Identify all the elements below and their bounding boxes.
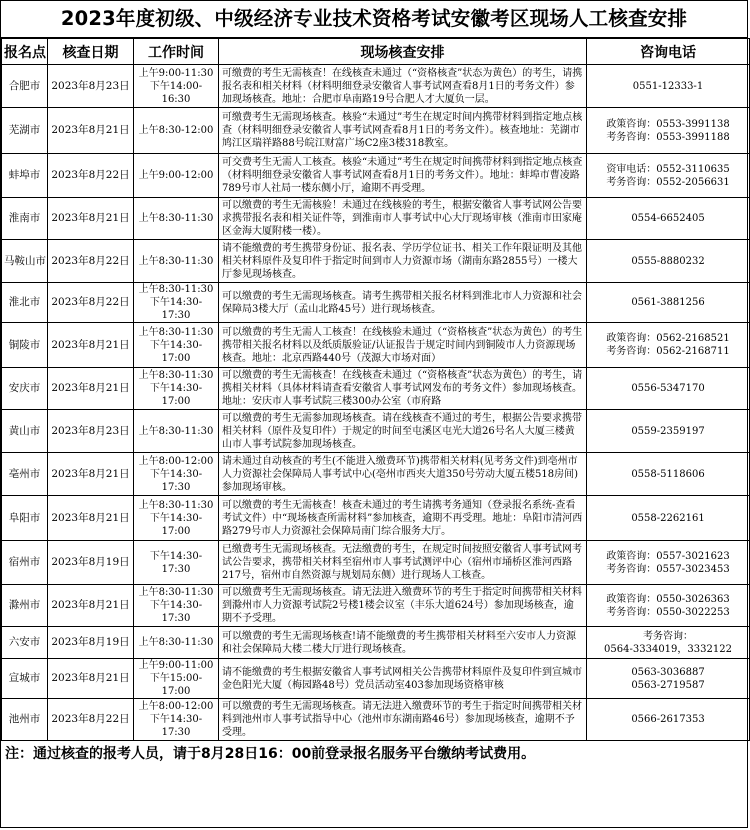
time-cell: 上午8:00-12:00 下午14:30-17:30 <box>134 453 219 496</box>
time-cell: 上午8:30-11:30 下午14:30-17:00 <box>134 496 219 541</box>
table-row <box>2 410 750 453</box>
table-row <box>2 659 750 699</box>
time-cell: 下午14:30- 17:30 <box>134 541 219 585</box>
city-cell: 滁州市 <box>2 585 48 627</box>
city-cell: 淮南市 <box>2 198 48 240</box>
city-cell: 宣城市 <box>2 659 48 699</box>
city-cell: 黄山市 <box>2 410 48 453</box>
table-row <box>2 108 750 154</box>
date-cell: 2023年8月21日 <box>48 368 134 410</box>
time-cell: 上午8:00-12:00 下午14:30-17:30 <box>134 699 219 741</box>
arrangement-cell: 可以缴费的考生无需现场核查。请考生携带相关报名材料到淮北市人力资源和社会保障局3楼大厅（孟山北路45号）进行现场核查。 <box>219 283 587 323</box>
arrangement-cell: 可缴费考生无需现场核查。核验“未通过”考生在规定时间内携带材料到指定地点核查（材料明细登录安徽省人事考试网查看8月1日的考务文件）。核查地址：芜湖市鸠江区瑞祥路88号皖江财富广场C2座3楼318教室。 <box>219 108 587 154</box>
arrangement-cell: 可以缴费的考生无需人工核查！在线核验未通过（“资格核查”状态为黄色）的考生携带相关报名材料以及纸质版验证/认证报告于规定时间内到铜陵市人力资源现场核查。地址：北京西路440号（茂源大市场对面） <box>219 323 587 368</box>
table-row <box>2 541 750 585</box>
time-cell: 上午8:30-12:00 <box>134 108 219 154</box>
date-cell: 2023年8月22日 <box>48 283 134 323</box>
time-cell: 上午8:30-11:30 <box>134 240 219 283</box>
table-row <box>2 368 750 410</box>
arrangement-cell: 请不能缴费的考生根据安徽省人事考试网相关公告携带材料原件及复印件到宣城市金色阳光大厦（梅园路48号）党员活动室403参加现场资格审核 <box>219 659 587 699</box>
phone-cell: 0555-8880232 <box>587 240 750 283</box>
table-row <box>2 453 750 496</box>
city-cell: 合肥市 <box>2 65 48 108</box>
date-cell: 2023年8月22日 <box>48 240 134 283</box>
arrangement-cell: 可以缴费的考生无需核验！未通过在线核验的考生，根据安徽省人事考试网公告要求携带报名表和相关证件等，到淮南市人事考试中心大厅现场审核（淮南市田家庵区金海大厦附楼一楼）。 <box>219 198 587 240</box>
time-cell: 上午8:30-11:30 下午14:30-17:30 <box>134 283 219 323</box>
city-cell: 阜阳市 <box>2 496 48 541</box>
city-cell: 安庆市 <box>2 368 48 410</box>
arrangement-cell: 可以缴费考生无需现场核查。请无法进入缴费环节的考生于指定时间携带相关材料到滁州市人力资源考试院2号楼1楼会议室（丰乐大道624号）参加现场核查，逾期不予受理。 <box>219 585 587 627</box>
table-row <box>2 699 750 741</box>
arrangement-cell: 可以缴费的考生无需现场核查!请不能缴费的考生携带相关材料至六安市人力资源和社会保障局大楼二楼大厅进行现场核查。 <box>219 627 587 659</box>
arrangement-cell: 可以缴费的考生无需现场核查。请无法进入缴费环节的考生于指定时间携带相关材料到池州市人事考试指导中心（池州市东湖南路46号）参加现场核查，逾期不予受理。 <box>219 699 587 741</box>
table-header-row <box>2 39 750 65</box>
date-cell: 2023年8月21日 <box>48 659 134 699</box>
city-cell: 淮北市 <box>2 283 48 323</box>
time-cell: 上午8:30-11:30 下午14:30-17:30 <box>134 585 219 627</box>
table-row <box>2 496 750 541</box>
time-cell: 上午9:00-11:00 下午15:00-17:00 <box>134 659 219 699</box>
phone-cell: 0558-5118606 <box>587 453 750 496</box>
time-cell: 上午8:30-11:30 <box>134 627 219 659</box>
phone-cell: 0554-6652405 <box>587 198 750 240</box>
phone-cell: 0558-2262161 <box>587 496 750 541</box>
date-cell: 2023年8月22日 <box>48 699 134 741</box>
header-arrangement: 现场核查安排 <box>219 39 587 65</box>
phone-cell: 0556-5347170 <box>587 368 750 410</box>
date-cell: 2023年8月19日 <box>48 541 134 585</box>
city-cell: 池州市 <box>2 699 48 741</box>
table-row <box>2 65 750 108</box>
date-cell: 2023年8月21日 <box>48 108 134 154</box>
table-row <box>2 154 750 198</box>
phone-cell: 资审电话：0552-3110635 考务咨询：0552-2056631 <box>587 154 750 198</box>
arrangement-cell: 可以缴费的考生无需核查！核查未通过的考生请携考务通知（登录报名系统-查看考试文件）中“现场核查所需材料”参加核查，逾期不再受理。地址：阜阳市清河西路279号市人力资源社会保障局南门综合服务大厅。 <box>219 496 587 541</box>
date-cell: 2023年8月23日 <box>48 410 134 453</box>
date-cell: 2023年8月21日 <box>48 453 134 496</box>
table-row <box>2 585 750 627</box>
header-phone: 咨询电话 <box>587 39 750 65</box>
time-cell: 上午8:30-11:30 <box>134 198 219 240</box>
date-cell: 2023年8月21日 <box>48 198 134 240</box>
phone-cell: 0551-12333-1 <box>587 65 750 108</box>
date-cell: 2023年8月19日 <box>48 627 134 659</box>
table-row <box>2 240 750 283</box>
schedule-table <box>1 38 750 741</box>
arrangement-cell: 可交费考生无需人工核查。核验“未通过”考生在规定时间携带材料到指定地点核查（材料明细登录安徽省人事考试网查看8月1日的考务文件）。地址：蚌埠市曹凌路789号市人社局一楼东侧小厅，逾期不再受理。 <box>219 154 587 198</box>
arrangement-cell: 可以缴费的考生无需参加现场核查。请在线核查不通过的考生，根据公告要求携带相关材料（原件及复印件）于规定的时间至屯溪区屯光大道26号名人大厦三楼黄山市人事考试院参加现场核查。 <box>219 410 587 453</box>
city-cell: 铜陵市 <box>2 323 48 368</box>
table-row <box>2 323 750 368</box>
date-cell: 2023年8月21日 <box>48 585 134 627</box>
phone-cell: 政策咨询：0557-3021623 考务咨询：0557-3023453 <box>587 541 750 585</box>
page-title: 2023年度初级、中级经济专业技术资格考试安徽考区现场人工核查安排 <box>1 1 747 38</box>
phone-cell: 0561-3881256 <box>587 283 750 323</box>
date-cell: 2023年8月23日 <box>48 65 134 108</box>
phone-cell: 政策咨询：0553-3991138 考务咨询：0553-3991188 <box>587 108 750 154</box>
date-cell: 2023年8月21日 <box>48 496 134 541</box>
arrangement-cell: 请未通过自动核查的考生(不能进入缴费环节)携带相关材料(见考务文件)到亳州市人力资源社会保障局人事考试中心(亳州市西夹大道350号劳动大厦五楼518房间)参加现场审核。 <box>219 453 587 496</box>
date-cell: 2023年8月22日 <box>48 154 134 198</box>
table-row <box>2 627 750 659</box>
time-cell: 上午8:30-11:30 <box>134 410 219 453</box>
city-cell: 六安市 <box>2 627 48 659</box>
header-date: 核查日期 <box>48 39 134 65</box>
phone-cell: 0563-3036887 0563-2719587 <box>587 659 750 699</box>
city-cell: 芜湖市 <box>2 108 48 154</box>
phone-cell: 0566-2617353 <box>587 699 750 741</box>
header-time: 工作时间 <box>134 39 219 65</box>
arrangement-cell: 可以缴费的考生无需核查！在线核查未通过（“资格核查”状态为黄色）的考生，请携相关材料（具体材料请查看安徽省人事考试网发布的考务文件）参加现场核查。地址：安庆市人事考试院三楼300办公室（市府路 <box>219 368 587 410</box>
city-cell: 宿州市 <box>2 541 48 585</box>
phone-cell: 政策咨询：0550-3026363 考务咨询：0550-3022253 <box>587 585 750 627</box>
time-cell: 上午8:30-11:30 下午14:30-17:00 <box>134 368 219 410</box>
city-cell: 亳州市 <box>2 453 48 496</box>
time-cell: 上午9:00-12:00 <box>134 154 219 198</box>
footer-note: 注：通过核查的报考人员，请于8月28日16：00前登录报名服务平台缴纳考试费用。 <box>5 746 536 762</box>
city-cell: 蚌埠市 <box>2 154 48 198</box>
phone-cell: 0559-2359197 <box>587 410 750 453</box>
header-city: 报名点 <box>2 39 48 65</box>
arrangement-cell: 已缴费考生无需现场核查。无法缴费的考生，在规定时间按照安徽省人事考试网考试公告要求，携带相关材料至宿州市人事考试测评中心（宿州市埇桥区淮河西路217号，宿州市自然资源与规划局东侧）进行现场人工核查。 <box>219 541 587 585</box>
date-cell: 2023年8月21日 <box>48 323 134 368</box>
phone-cell: 考务咨询： 0564-3334019，3332122 <box>587 627 750 659</box>
arrangement-cell: 请不能缴费的考生携带身份证、报名表、学历学位证书、相关工作年限证明及其他相关材料原件及复印件于指定时间到市人力资源市场（湖南东路2855号）一楼大厅参见现场核查。 <box>219 240 587 283</box>
phone-cell: 政策咨询：0562-2168521 考务咨询：0562-2168711 <box>587 323 750 368</box>
time-cell: 上午9:00-11:30 下午14:00-16:30 <box>134 65 219 108</box>
table-row <box>2 198 750 240</box>
table-body <box>2 65 750 741</box>
time-cell: 上午8:30-11:30 下午14:30-17:00 <box>134 323 219 368</box>
table-row <box>2 283 750 323</box>
city-cell: 马鞍山市 <box>2 240 48 283</box>
arrangement-cell: 可缴费的考生无需核查！在线核查未通过（“资格核查”状态为黄色）的考生，请携报名表和相关材料（材料明细登录安徽省人事考试网查看8月1日的考务文件）参加现场核查。地址：合肥市阜南路19号合肥人才大厦负一层。 <box>219 65 587 108</box>
